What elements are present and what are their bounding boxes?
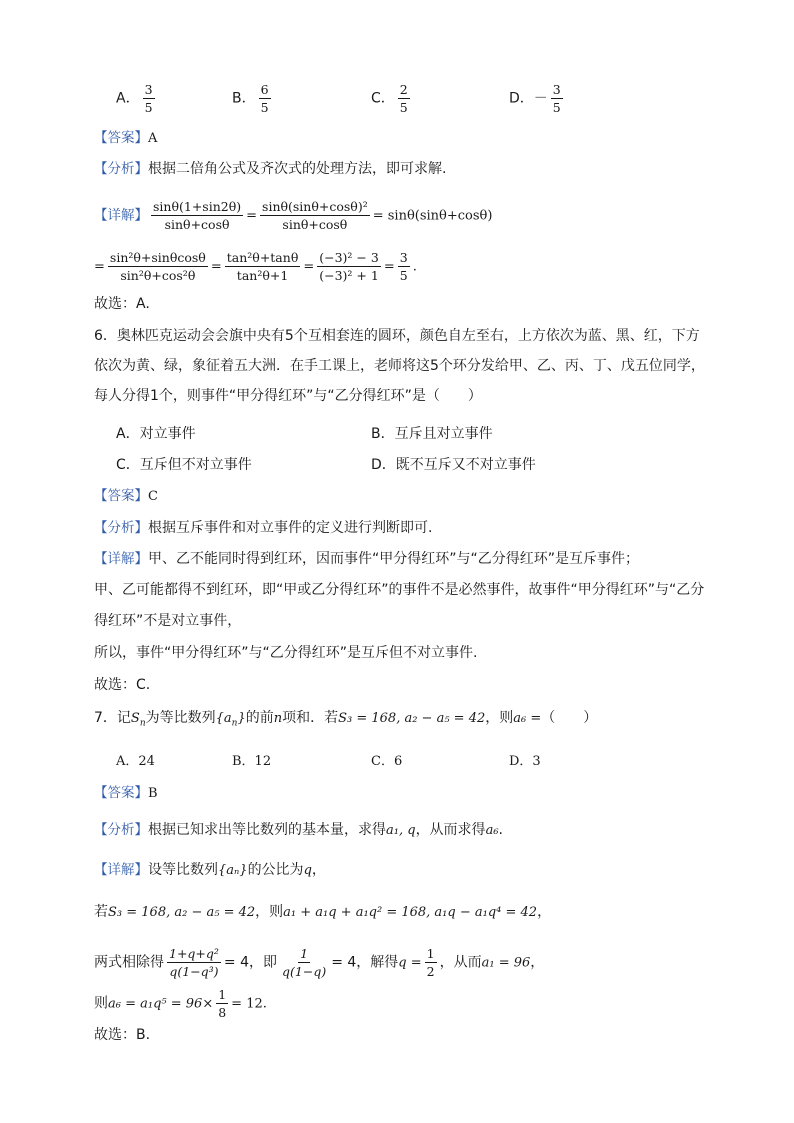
q6-analysis: 【分析】根据互斥事件和对立事件的定义进行判断即可. <box>94 520 433 536</box>
q7-detail-line2: 若S₃ = 168, a₂ − a₅ = 42，则a₁ + a₁q + a₁q² = 168, a₁q − a₁q⁴ = 42， <box>94 904 552 920</box>
q6-option-c: C．互斥但不对立事件 <box>116 457 252 473</box>
q6-stem-line3: 每人分得1个，则事件“甲分得红环”与“乙分得红环”是（ ） <box>94 388 482 404</box>
q7-analysis: 【分析】根据已知求出等比数列的基本量，求得a₁, q，从而求得a₆. <box>94 822 503 838</box>
q7-conclusion: 故选：B. <box>94 1027 151 1043</box>
q6-detail-line1: 【详解】甲、乙不能同时得到红环，因而事件“甲分得红环”与“乙分得红环”是互斥事件； <box>94 551 640 567</box>
q5-option-b: B． $\frac{6}{5}$ <box>232 82 269 115</box>
q7-detail-line1: 【详解】设等比数列{aₙ}的公比为q， <box>94 862 326 878</box>
q5-analysis: 【分析】根据二倍角公式及齐次式的处理方法，即可求解. <box>94 161 447 177</box>
q5-option-c: C． $\frac{2}{5}$ <box>371 82 408 115</box>
q6-conclusion: 故选：C. <box>94 677 151 693</box>
q6-detail-line4: 所以，事件“甲分得红环”与“乙分得红环”是互斥但不对立事件. <box>94 645 478 661</box>
q5-answer: 【答案】A <box>94 130 158 146</box>
q6-answer: 【答案】C <box>94 488 158 504</box>
q7-detail-line4: 则a₆ = a₁q⁵ = 96× $\frac{1}{8}$ = 12. <box>94 987 267 1020</box>
q5-detail-line2: = $\frac{\text{sin²θ+sinθcosθ}}{\text{sin²θ+cos²θ}}$ = $\frac{\text{tan²θ+tanθ}}{\text{tan²θ+1}}$ = $\frac{\text{(−3)² − 3}}{\text{(−3)² + 1}}$ = $\frac{3}{5}$ . <box>94 250 417 283</box>
q6-option-a: A．对立事件 <box>116 426 196 442</box>
q7-option-c: C．6 <box>371 754 403 769</box>
q7-option-d: D．3 <box>509 754 541 769</box>
q6-stem-line2: 依次为黄、绿，象征着五大洲．在手工课上，老师将这5个环分发给甲、乙、丙、丁、戊五位同学， <box>94 358 705 374</box>
q7-option-a: A．24 <box>116 754 155 769</box>
q6-detail-line2: 甲、乙可能都得不到红环，即“甲或乙分得红环”的事件不是必然事件，故事件“甲分得红环”与“乙分 <box>94 582 705 598</box>
q6-option-d: D．既不互斥又不对立事件 <box>371 457 536 473</box>
q7-detail-line3: 两式相除得 $\frac{\text{1+q+q²}}{\text{q(1−q³)}}$ = 4，即 $\frac{1}{q(1-q)}$ = 4，解得q = $\frac{1}{2}$ ，从而a₁ = 96， <box>94 946 545 979</box>
q7-stem: 7．记$S_n$为等比数列$\{a_n\}$的前n项和．若S₃ = 168, a₂ − a₅ = 42，则a₆ =（ ） <box>94 710 598 729</box>
q5-option-d: D．－ $\frac{3}{5}$ <box>509 82 561 115</box>
q5-option-a: A． $\frac{3}{5}$ <box>116 82 153 115</box>
q6-option-b: B．互斥且对立事件 <box>371 426 493 442</box>
q6-stem-line1: 6．奥林匹克运动会会旗中央有5个互相套连的圆环，颜色自左至右，上方依次为蓝、黑、红，下方 <box>94 328 700 344</box>
q7-option-b: B．12 <box>232 754 272 769</box>
q7-answer: 【答案】B <box>94 785 158 801</box>
q5-detail-line1: 【详解】 $\frac{\sin\theta(1+\sin 2\theta)}{\sin\theta+\cos\theta}$ = $\frac{\text{sinθ(sinθ+cosθ)²}}{\sin\theta+\cos\theta}$ = sinθ(sinθ+cosθ) <box>94 199 493 232</box>
q5-conclusion: 故选：A. <box>94 296 150 312</box>
q6-detail-line3: 得红环”不是对立事件， <box>94 613 242 629</box>
